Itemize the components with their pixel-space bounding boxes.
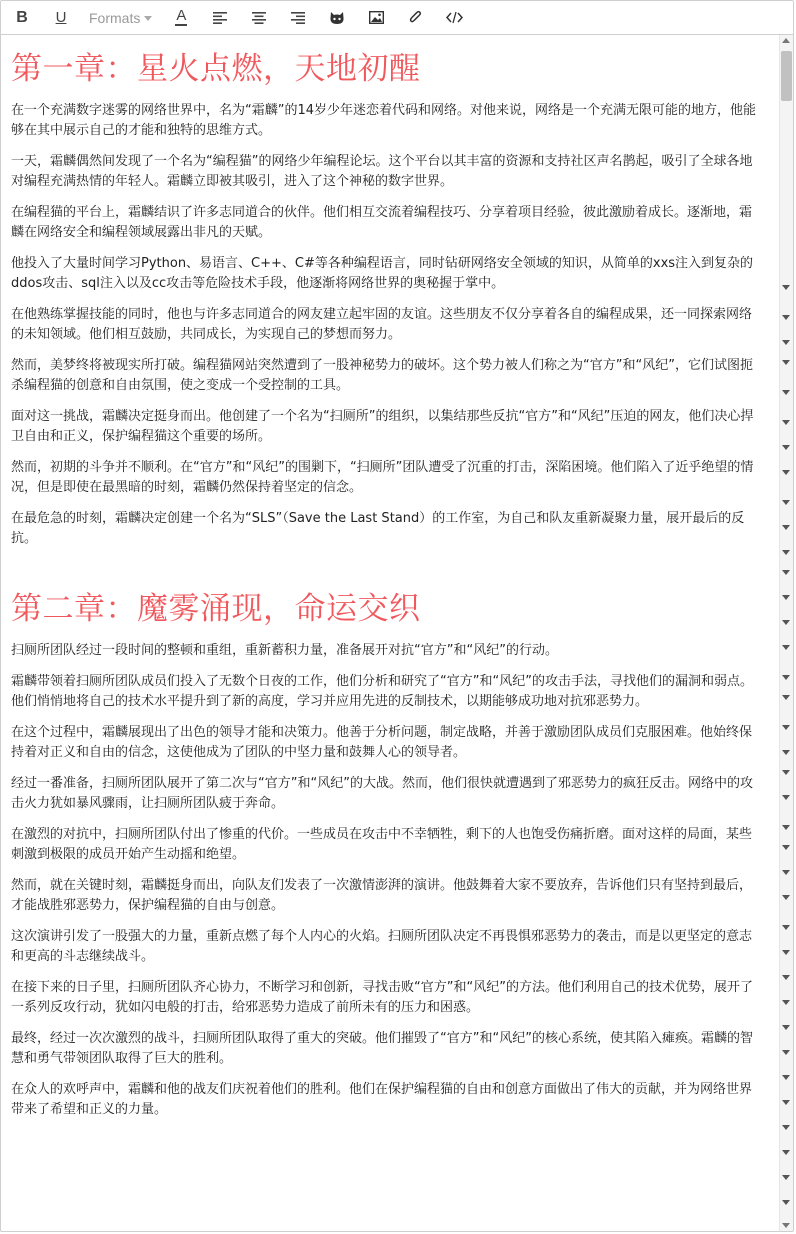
scrollbar-thumb[interactable] xyxy=(781,51,792,101)
chevron-down-icon xyxy=(782,1175,790,1180)
chevron-down-icon xyxy=(782,1200,790,1205)
paragraph: 然而，美梦终将被现实所打破。编程猫网站突然遭到了一股神秘势力的破坏。这个势力被人们称之为“官方”和“风纪”，它们试图扼杀编程猫的创意和自由氛围，使之变成一个受控制的工具。 xyxy=(11,358,753,393)
paragraph: 一天，霜麟偶然间发现了一个名为“编程猫”的网络少年编程论坛。这个平台以其丰富的资源和支持社区声名鹊起，吸引了全球各地对编程充满热情的年轻人。霜麟立即被其吸引，进入了这个神秘的数字世界。 xyxy=(11,154,753,189)
chevron-down-icon xyxy=(782,340,790,345)
paragraph: 然而，初期的斗争并不顺利。在“官方”和“风纪”的围剿下，“扫厕所”团队遭受了沉重的打击，深陷困境。他们陷入了近乎绝望的情况，但是即使在最黑暗的时刻，霜麟仍然保持着坚定的信念。 xyxy=(11,460,754,495)
image-icon xyxy=(369,11,384,24)
chevron-down-icon xyxy=(782,1050,790,1055)
underline-icon: U xyxy=(55,9,67,26)
paragraph: 在接下来的日子里，扫厕所团队齐心协力，不断学习和创新，寻找击败“官方”和“风纪”的方法。他们利用自己的技术优势，展开了一系列反攻行动，犹如闪电般的打击，给邪恶势力造成了前所未有的压力和困惑。 xyxy=(11,980,753,1015)
chevron-down-icon xyxy=(144,16,152,21)
chevron-down-icon xyxy=(782,285,790,290)
chevron-down-icon xyxy=(782,975,790,980)
paragraph: 霜麟带领着扫厕所团队成员们投入了无数个日夜的工作，他们分析和研究了“官方”和“风纪”的攻击手法，寻找他们的漏洞和弱点。他们悄悄地将自己的技术水平提升到了新的高度，学习并应用先进的反制技术，以期能够成功地对抗邪恶势力。 xyxy=(11,674,753,709)
attach-file-button[interactable] xyxy=(400,4,430,32)
paragraph: 经过一番准备，扫厕所团队展开了第二次与“官方”和“风纪”的大战。然而，他们很快就遭遇到了邪恶势力的疯狂反击。网络中的攻击火力犹如暴风骤雨，让扫厕所团队疲于奔命。 xyxy=(11,776,753,811)
paragraph: 最终，经过一次次激烈的战斗，扫厕所团队取得了重大的突破。他们摧毁了“官方”和“风纪”的核心系统，使其陷入瘫痪。霜麟的智慧和勇气带领团队取得了巨大的胜利。 xyxy=(11,1031,753,1066)
paragraph: 在他熟练掌握技能的同时，他也与许多志同道合的网友建立起牢固的友谊。这些朋友不仅分享着各自的编程成果，还一同探索网络的未知领域。他们相互鼓励，共同成长，为实现自己的梦想而努力。 xyxy=(11,307,753,342)
chevron-down-icon xyxy=(782,1150,790,1155)
chevron-down-icon xyxy=(782,1025,790,1030)
chevron-down-icon xyxy=(782,645,790,650)
font-color-bar xyxy=(175,24,187,26)
scroll-up-icon[interactable] xyxy=(782,38,790,43)
chevron-down-icon xyxy=(782,360,790,365)
bold-icon: B xyxy=(16,8,28,26)
insert-image-button[interactable] xyxy=(361,4,391,32)
bold-button[interactable] xyxy=(7,4,37,32)
align-center-icon xyxy=(252,12,266,24)
chevron-down-icon xyxy=(782,845,790,850)
align-right-button[interactable] xyxy=(283,4,313,32)
chevron-down-icon xyxy=(782,525,790,530)
chevron-down-icon xyxy=(782,620,790,625)
chevron-down-icon xyxy=(782,570,790,575)
vertical-scrollbar[interactable] xyxy=(779,35,793,1231)
chevron-down-icon xyxy=(782,550,790,555)
scroll-down-icon[interactable] xyxy=(782,1223,790,1228)
chapter-2-title: 第二章：魔雾涌现，命运交织 xyxy=(11,591,421,627)
chevron-down-icon xyxy=(782,1075,790,1080)
chevron-down-icon xyxy=(782,675,790,680)
editor-content[interactable] xyxy=(1,35,779,1231)
code-icon xyxy=(446,11,463,24)
align-left-button[interactable] xyxy=(205,4,235,32)
paragraph: 然而，就在关键时刻，霜麟挺身而出，向队友们发表了一次激情澎湃的演讲。他鼓舞着大家不要放弃，告诉他们只有坚持到最后，才能战胜邪恶势力，保护编程猫的自由与创意。 xyxy=(11,878,753,913)
chevron-down-icon xyxy=(782,795,790,800)
chevron-down-icon xyxy=(782,470,790,475)
chevron-down-icon xyxy=(782,950,790,955)
chevron-down-icon xyxy=(782,595,790,600)
paragraph: 在众人的欢呼声中，霜麟和他的战友们庆祝着他们的胜利。他们在保护编程猫的自由和创意方面做出了伟大的贡献，并为网络世界带来了希望和正义的力量。 xyxy=(11,1082,753,1117)
align-center-button[interactable] xyxy=(244,4,274,32)
chevron-down-icon xyxy=(782,750,790,755)
paragraph: 在编程猫的平台上，霜麟结识了许多志同道合的伙伴。他们相互交流着编程技巧、分享着项目经验，彼此激励着成长。逐渐地，霜麟在网络安全和编程领域展露出非凡的天赋。 xyxy=(11,205,753,240)
align-left-icon xyxy=(213,12,227,24)
chevron-down-icon xyxy=(782,725,790,730)
chevron-down-icon xyxy=(782,895,790,900)
chevron-down-icon xyxy=(782,1125,790,1130)
paragraph: 在这个过程中，霜麟展现出了出色的领导才能和决策力。他善于分析问题，制定战略，并善于激励团队成员们克服困难。他始终保持着对正义和自由的信念，这使他成为了团队的中坚力量和鼓舞人心的领导者。 xyxy=(11,725,753,760)
attachment-icon xyxy=(409,10,421,25)
chevron-down-icon xyxy=(782,825,790,830)
paragraph: 他投入了大量时间学习Python、易语言、C++、C#等各种编程语言，同时钻研网络安全领域的知识，从简单的xxs注入到复杂的ddos攻击、sql注入以及cc攻击等危险技术手段，他逐渐将网络世界的奥秘握于掌中。 xyxy=(11,256,754,291)
font-color-letter: A xyxy=(176,7,187,24)
chevron-down-icon xyxy=(782,315,790,320)
paragraph: 扫厕所团队经过一段时间的整顿和重组，重新蓄积力量，准备展开对抗“官方”和“风纪”的行动。 xyxy=(11,643,558,658)
insert-cat-button[interactable] xyxy=(322,4,352,32)
chevron-down-icon xyxy=(782,770,790,775)
chevron-down-icon xyxy=(782,870,790,875)
paragraph: 在最危急的时刻，霜麟决定创建一个名为“SLS”（Save the Last Stand）的工作室，为自己和队友重新凝聚力量，展开最后的反抗。 xyxy=(11,511,745,546)
chevron-down-icon xyxy=(782,445,790,450)
editor-toolbar xyxy=(1,1,793,35)
github-cat-icon xyxy=(329,11,345,25)
align-right-icon xyxy=(291,12,305,24)
paragraph: 面对这一挑战，霜麟决定挺身而出。他创建了一个名为“扫厕所”的组织，以集结那些反抗“官方”和“风纪”压迫的网友，他们决心捍卫自由和正义，保护编程猫这个重要的场所。 xyxy=(11,409,754,444)
chevron-down-icon xyxy=(782,500,790,505)
paragraph: 这次演讲引发了一股强大的力量，重新点燃了每个人内心的火焰。扫厕所团队决定不再畏惧邪恶势力的袭击，而是以更坚定的意志和更高的斗志继续战斗。 xyxy=(11,929,753,964)
paragraph: 在一个充满数字迷雾的网络世界中，名为“霜麟”的14岁少年迷恋着代码和网络。对他来说，网络是一个充满无限可能的地方，他能够在其中展示自己的才能和独特的思维方式。 xyxy=(11,103,757,138)
chevron-down-icon xyxy=(782,1100,790,1105)
chapter-1-title: 第一章：星火点燃，天地初醒 xyxy=(11,51,421,87)
code-view-button[interactable] xyxy=(439,4,469,32)
font-color-button[interactable] xyxy=(166,4,196,32)
chevron-down-icon xyxy=(782,1000,790,1005)
font-color-icon xyxy=(175,9,187,26)
chevron-down-icon xyxy=(782,695,790,700)
underline-button[interactable] xyxy=(46,4,76,32)
chevron-down-icon xyxy=(782,925,790,930)
paragraph: 在激烈的对抗中，扫厕所团队付出了惨重的代价。一些成员在攻击中不幸牺牲，剩下的人也饱受伤痛折磨。面对这样的局面，某些刺激到极限的成员开始产生动摇和绝望。 xyxy=(11,827,753,862)
formats-dropdown[interactable] xyxy=(89,10,152,26)
formats-label: Formats xyxy=(89,9,141,26)
chevron-down-icon xyxy=(782,420,790,425)
chevron-down-icon xyxy=(782,390,790,395)
